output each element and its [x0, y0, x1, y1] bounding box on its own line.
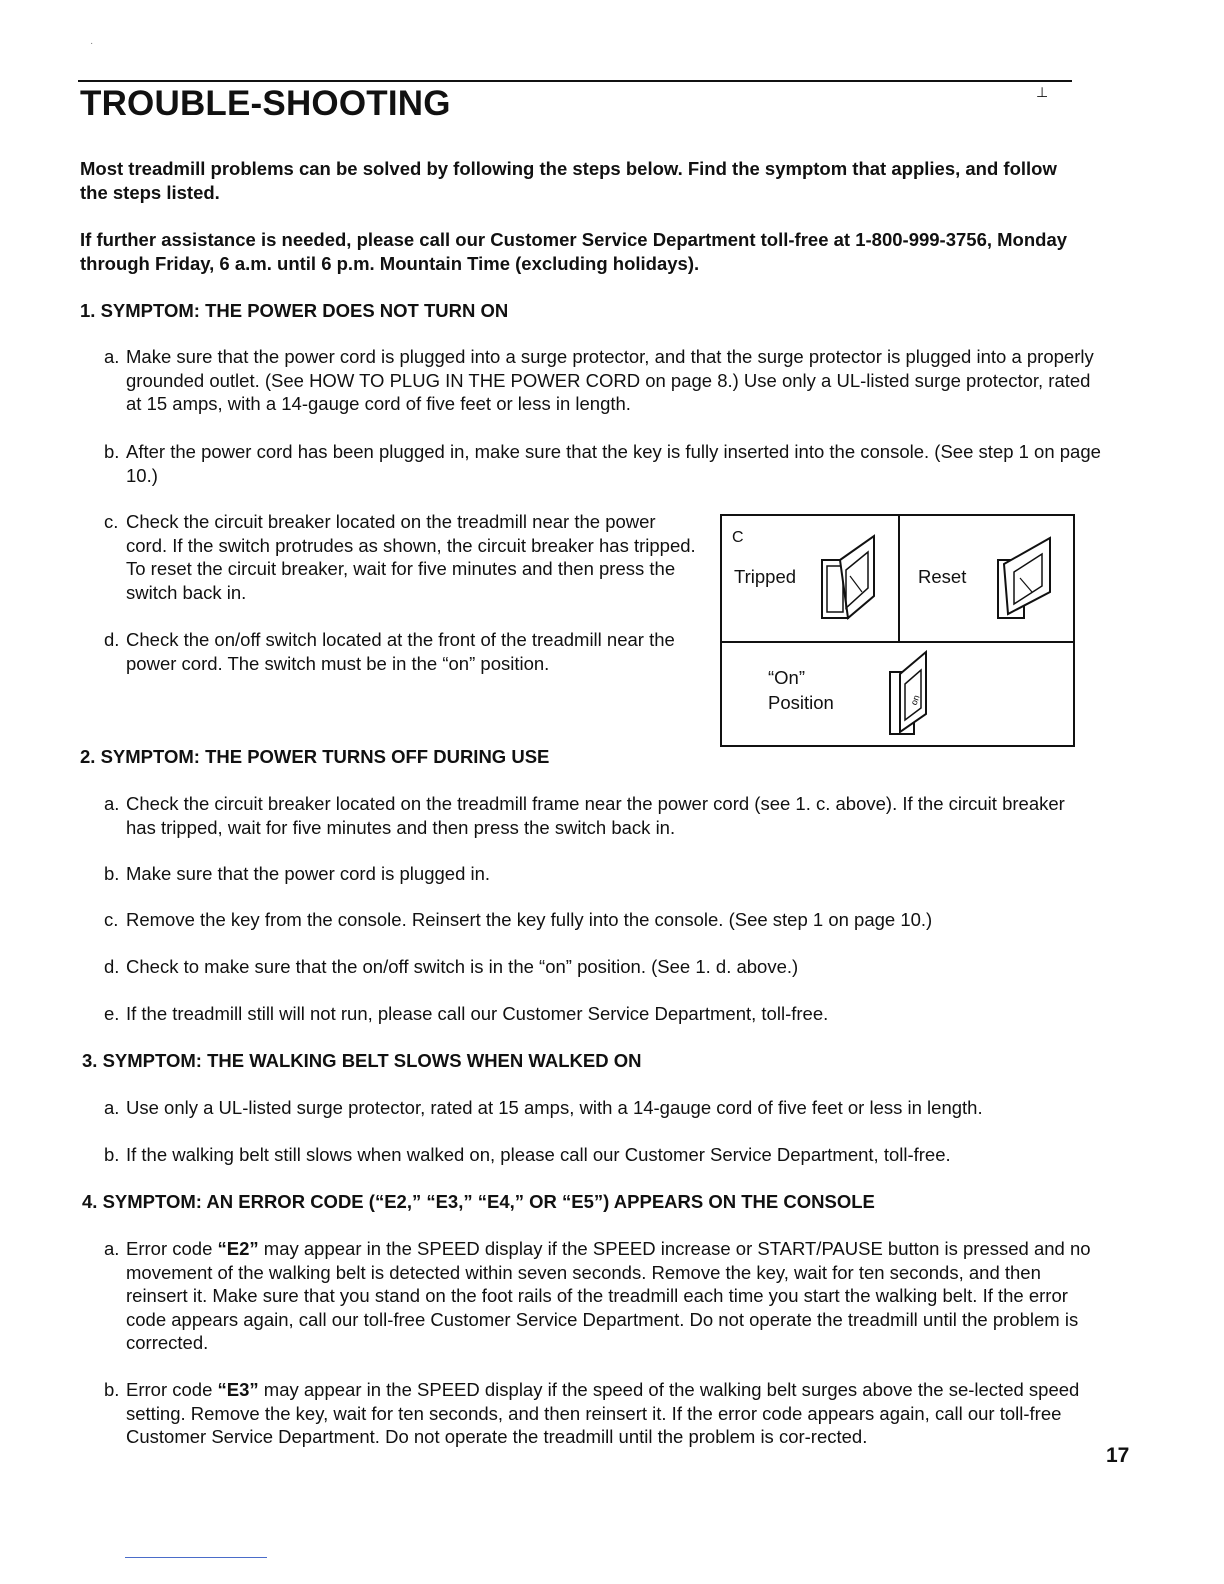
- footer-line: [125, 1557, 267, 1558]
- symptom-3-heading: 3. SYMPTOM: THE WALKING BELT SLOWS WHEN WALKED ON: [82, 1050, 642, 1071]
- item-text: may appear in the SPEED display if the SPEED increase or START/PAUSE button is pressed and no movement of the walking belt is detected within seven seconds. Remove the key, wait for ten seconds, and then reinsert it. Make sure that you stand on the foot rails of the treadmill each time you start the walking belt. If the error code appears again, call our toll-free Customer Service Department. Do not operate the treadmill until the problem is corrected.: [126, 1238, 1091, 1353]
- item-text: Use only a UL-listed surge protector, rated at 15 amps, with a 14-gauge cord of five feet or less in length.: [126, 1097, 983, 1118]
- item-pre: Error code: [126, 1379, 218, 1400]
- item-letter: b.: [104, 863, 120, 884]
- item-letter: b.: [104, 1144, 120, 1165]
- symptom-4-item-b: [104, 1378, 1096, 1449]
- svg-text:on: on: [908, 693, 922, 707]
- on-label: “On”: [768, 667, 805, 688]
- page-number: 17: [1106, 1444, 1130, 1467]
- item-letter: a.: [104, 793, 120, 814]
- figure-divider-vertical: [898, 516, 900, 642]
- header-rule: [78, 80, 1072, 82]
- item-text: Make sure that the power cord is plugged into a surge protector, and that the surge protector is plugged into a properly grounded outlet. (See HOW TO PLUG IN THE POWER CORD on page 8.) Use only a UL-listed surge protector, rated at 15 amps, with a 14-gauge cord of five feet or less in length.: [126, 346, 1094, 414]
- reset-label: Reset: [918, 566, 967, 587]
- tripped-label: Tripped: [734, 566, 797, 587]
- position-label: Position: [768, 692, 834, 713]
- error-code-e3: “E3”: [217, 1379, 259, 1400]
- symptom-2-item-c: [104, 908, 1096, 932]
- symptom-1-item-d: [104, 628, 696, 675]
- item-text: Check the circuit breaker located on the treadmill frame near the power cord (see 1. c. above). If the circuit breaker has tripped, wait for five minutes and then press the switch back in.: [126, 793, 1065, 838]
- breaker-reset-icon: [994, 530, 1056, 626]
- item-text: If the walking belt still slows when walked on, please call our Customer Service Department, toll-free.: [126, 1144, 951, 1165]
- scan-speck: ·: [90, 38, 94, 49]
- symptom-2-item-a: [104, 792, 1096, 839]
- symptom-1-item-b: [104, 440, 1106, 487]
- onoff-switch-icon: [886, 648, 936, 740]
- symptom-2-item-e: [104, 1002, 1096, 1026]
- symptom-2-item-d: [104, 955, 1096, 979]
- symptom-4-item-a: [104, 1237, 1106, 1355]
- item-letter: c.: [104, 511, 119, 532]
- item-text: Make sure that the power cord is plugged in.: [126, 863, 491, 884]
- item-letter: a.: [104, 1238, 120, 1259]
- error-code-e2: “E2”: [217, 1238, 259, 1259]
- item-text: After the power cord has been plugged in, make sure that the key is fully inserted into the console. (See step 1 on page 10.): [126, 441, 1101, 486]
- symptom-1-heading: 1. SYMPTOM: THE POWER DOES NOT TURN ON: [80, 300, 509, 321]
- item-letter: b.: [104, 1379, 120, 1400]
- item-text: Remove the key from the console. Reinsert the key fully into the console. (See step 1 on page 10.): [126, 909, 933, 930]
- corner-mark: ⊥: [1036, 84, 1049, 100]
- figure-c: [720, 514, 1075, 747]
- item-text: If the treadmill still will not run, please call our Customer Service Department, toll-free.: [126, 1003, 829, 1024]
- symptom-3-item-b: [104, 1143, 1101, 1167]
- intro-paragraph: Most treadmill problems can be solved by following the steps below. Find the symptom that applies, and follow the steps listed.: [80, 158, 1057, 203]
- item-letter: e.: [104, 1003, 120, 1024]
- assistance-paragraph: If further assistance is needed, please call our Customer Service Department toll-free at 1-800-999-3756, Monday through Friday, 6 a.m. until 6 p.m. Mountain Time (excluding holidays).: [80, 229, 1068, 274]
- item-text: Check the on/off switch located at the front of the treadmill near the power cord. The switch must be in the “on” position.: [126, 629, 675, 674]
- symptom-2-item-b: [104, 862, 1096, 886]
- item-letter: d.: [104, 629, 120, 650]
- symptom-3-item-a: [104, 1096, 1101, 1120]
- item-letter: b.: [104, 441, 120, 462]
- symptom-1-item-c: [104, 510, 696, 604]
- item-text: Check to make sure that the on/off switch is in the “on” position. (See 1. d. above.): [126, 956, 799, 977]
- item-letter: c.: [104, 909, 119, 930]
- symptom-1-item-a: [104, 345, 1106, 416]
- symptom-4-heading: 4. SYMPTOM: AN ERROR CODE (“E2,” “E3,” “E4,” OR “E5”) APPEARS ON THE CONSOLE: [82, 1191, 875, 1212]
- item-pre: Error code: [126, 1238, 218, 1259]
- item-text: Check the circuit breaker located on the treadmill near the power cord. If the switch protrudes as shown, the circuit breaker has tripped. To reset the circuit breaker, wait for five minutes and then press the switch back in.: [126, 511, 696, 603]
- figure-divider-horizontal: [722, 641, 1073, 643]
- symptom-2-heading: 2. SYMPTOM: THE POWER TURNS OFF DURING USE: [80, 746, 550, 767]
- item-letter: a.: [104, 346, 120, 367]
- item-letter: a.: [104, 1097, 120, 1118]
- figure-letter: C: [732, 529, 744, 546]
- item-letter: d.: [104, 956, 120, 977]
- item-text: may appear in the SPEED display if the speed of the walking belt surges above the se-lected speed setting. Remove the key, wait for ten seconds, and then reinsert it. If the error code appears again, call our toll-free Customer Service Department. Do not operate the treadmill until the problem is cor-rected.: [126, 1379, 1080, 1447]
- page-title: TROUBLE-SHOOTING: [80, 84, 451, 123]
- breaker-tripped-icon: [818, 530, 880, 626]
